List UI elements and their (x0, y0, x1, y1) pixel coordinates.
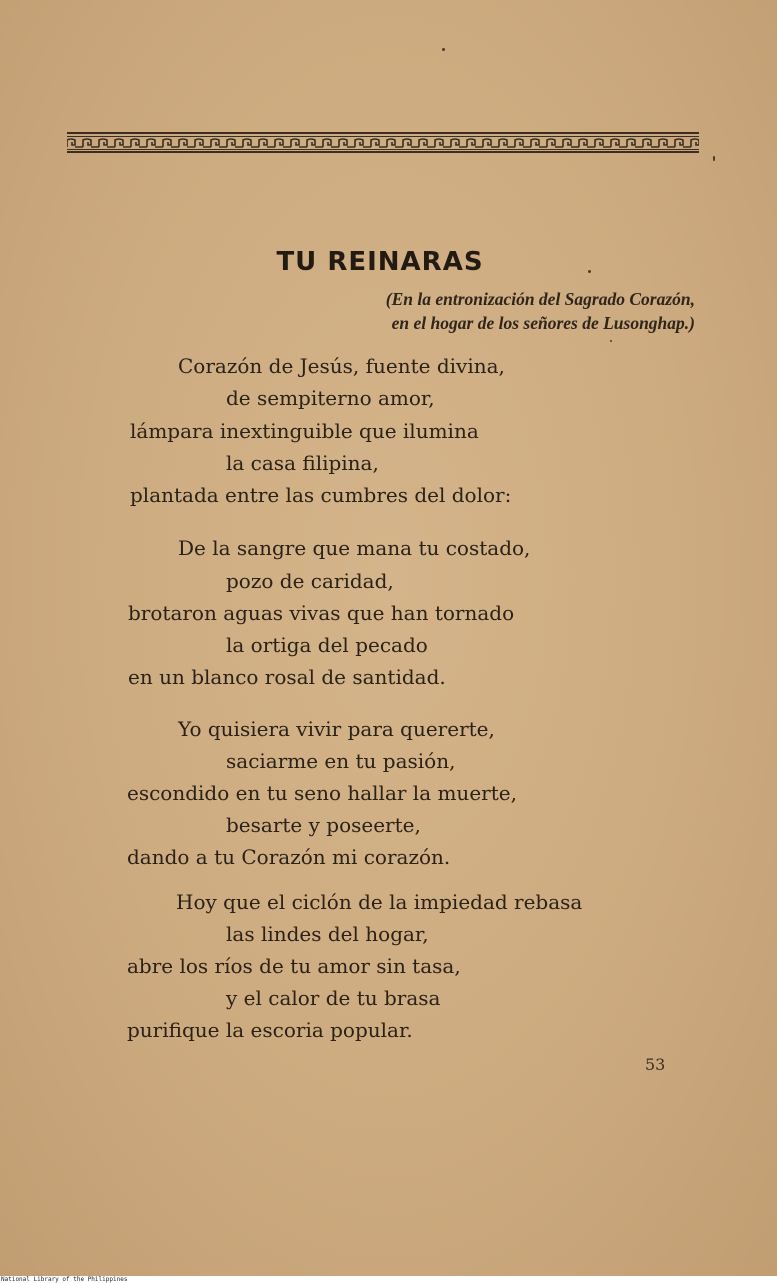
paper-speck (442, 48, 445, 51)
poem-line: Corazón de Jesús, fuente divina, (178, 354, 505, 378)
poem-line: besarte y poseerte, (226, 813, 421, 837)
page-number: 53 (645, 1055, 666, 1074)
poem-line: Hoy que el ciclón de la impiedad rebasa (176, 890, 583, 914)
poem-line: Yo quisiera vivir para quererte, (178, 717, 495, 741)
poem-line: saciarme en tu pasión, (226, 749, 456, 773)
poem-line: De la sangre que mana tu costado, (178, 536, 531, 560)
footer-credit: National Library of the Philippines (1, 1276, 128, 1283)
poem-line: de sempiterno amor, (226, 386, 435, 410)
poem-line: pozo de caridad, (226, 569, 394, 593)
paper-speck (610, 340, 612, 342)
poem-line: abre los ríos de tu amor sin tasa, (127, 954, 461, 978)
ornamental-border (67, 132, 699, 154)
dedication-line: en el hogar de los señores de Lusonghap.) (391, 313, 695, 333)
poem-line: las lindes del hogar, (226, 922, 429, 946)
dedication-line: (En la entronización del Sagrado Corazón, (385, 289, 695, 309)
poem-line: escondido en tu seno hallar la muerte, (127, 781, 517, 805)
poem-line: dando a tu Corazón mi corazón. (127, 845, 451, 869)
paper-speck (713, 156, 715, 161)
poem-line: en un blanco rosal de santidad. (128, 665, 446, 689)
poem-line: brotaron aguas vivas que han tornado (128, 601, 515, 625)
poem-title: TU REINARAS (276, 247, 484, 277)
poem-line: la casa filipina, (226, 451, 379, 475)
poem-line: plantada entre las cumbres del dolor: (130, 483, 512, 507)
paper-speck (588, 270, 591, 273)
poem-dedication (386, 287, 695, 335)
poem-line: lámpara inextinguible que ilumina (130, 419, 479, 443)
poem-line: la ortiga del pecado (226, 633, 428, 657)
poem-line: purifique la escoria popular. (127, 1018, 413, 1042)
poem-line: y el calor de tu brasa (226, 986, 441, 1010)
